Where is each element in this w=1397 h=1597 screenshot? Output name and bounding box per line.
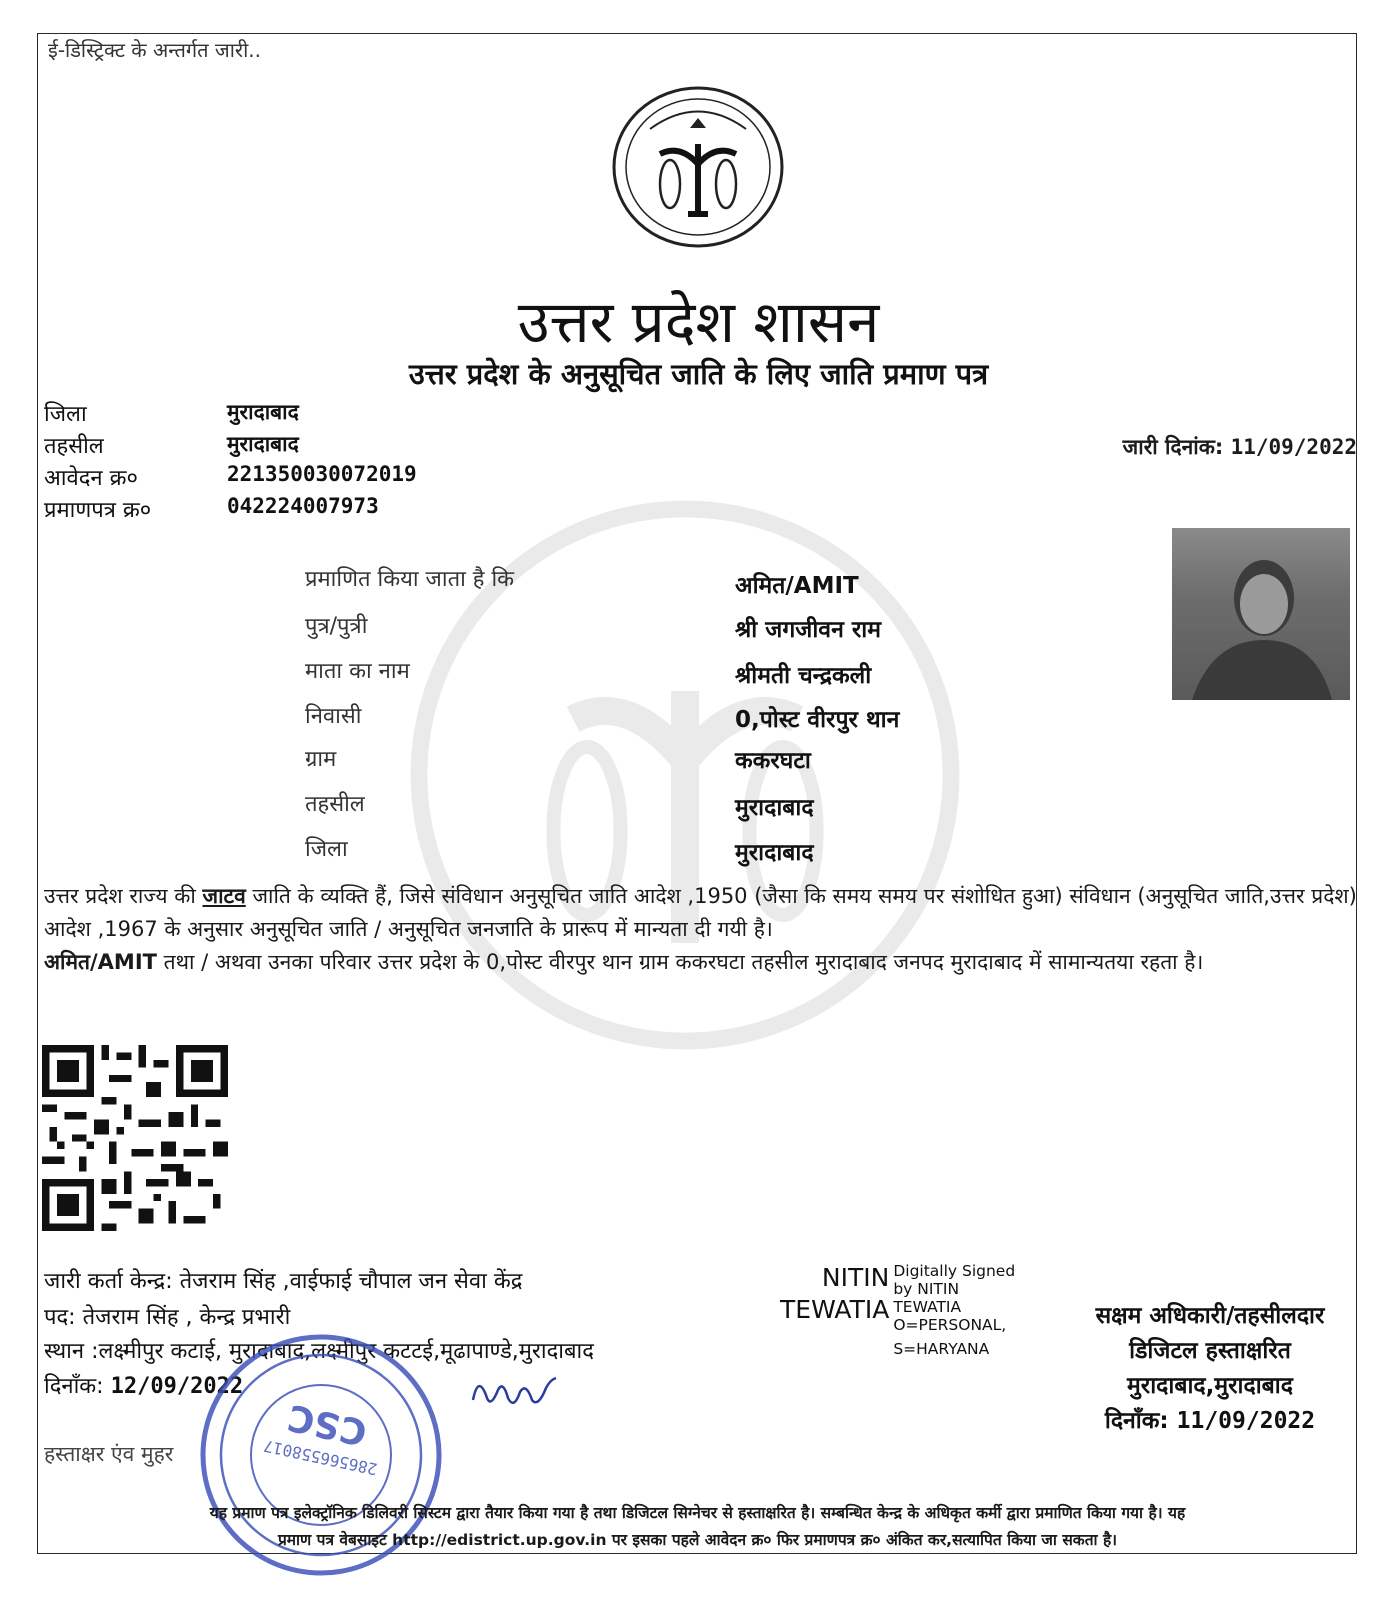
issue-date-label: जारी दिनांक: bbox=[1122, 435, 1224, 459]
statement-applicant-name: अमित/AMIT bbox=[44, 950, 157, 974]
government-title: उत्तर प्रदेश शासन bbox=[517, 288, 880, 356]
applicant-photo bbox=[1172, 528, 1350, 700]
issuer-post: पद: तेजराम सिंह , केन्द्र प्रभारी bbox=[44, 1305, 291, 1330]
verification-qr-code bbox=[42, 1045, 228, 1231]
footer-note-line1: यह प्रमाण पत्र इलेक्ट्रॉनिक डिलिवरी सिस्टम द्वारा तैयार किया गया है तथा डिजिटल सिग्नेचर से हस्ताक्षरित है। सम्बन्धित केन्द्र के अधिकृत कर्मी द्वारा प्रमाणित किया गया है। यह bbox=[209, 1504, 1186, 1522]
issuer-date-label: दिनाँक: bbox=[44, 1374, 104, 1399]
statement-part: उत्तर प्रदेश राज्य की bbox=[44, 884, 203, 908]
certification-statement bbox=[44, 880, 1359, 979]
detail-value-mother: श्रीमती चन्द्रकली bbox=[735, 663, 872, 689]
caste-name: जाटव bbox=[202, 884, 246, 908]
issuer-date-value: 12/09/2022 bbox=[110, 1374, 244, 1399]
detail-label-son-daughter: पुत्र/पुत्री bbox=[305, 614, 368, 639]
digital-signature-block bbox=[780, 1262, 1015, 1364]
issued-under-note: ई-डिस्ट्रिक्ट के अन्तर्गत जारी.. bbox=[48, 38, 261, 62]
dsig-line: by NITIN bbox=[893, 1280, 960, 1298]
detail-value-district: मुरादाबाद bbox=[735, 840, 814, 866]
authority-date-value: 11/09/2022 bbox=[1176, 1408, 1316, 1434]
detail-label-village: ग्राम bbox=[305, 747, 337, 772]
issue-date-value: 11/09/2022 bbox=[1230, 435, 1357, 459]
dsig-line: S=HARYANA bbox=[893, 1340, 990, 1358]
meta-value-district: मुरादाबाद bbox=[227, 400, 299, 424]
handwritten-signature bbox=[468, 1370, 568, 1420]
meta-label-tehsil: तहसील bbox=[44, 434, 104, 459]
meta-label-application-no: आवेदन क्र० bbox=[44, 466, 138, 491]
statement-residence: तथा / अथवा उनका परिवार उत्तर प्रदेश के 0,पोस्ट वीरपुर थान ग्राम ककरघटा तहसील मुरादाबाद जनपद मुरादाबाद में सामान्यतया रहता है। bbox=[156, 950, 1204, 974]
up-government-emblem bbox=[610, 84, 786, 250]
detail-label-tehsil: तहसील bbox=[305, 792, 365, 817]
detail-value-father: श्री जगजीवन राम bbox=[735, 617, 881, 643]
statement-part: जाति के व्यक्ति हैं, जिसे संविधान अनुसूचित जाति आदेश ,1950 (जैसा कि समय समय पर संशोधित हुआ) संविधान (अनुसूचित जाति,उत्तर प्रदेश) आदेश ,1967 के अनुसार अनुसूचित जाति / अनुसूचित जनजाति के प्रारूप में मान्यता दी गयी है। bbox=[44, 884, 1357, 941]
certificate-title: उत्तर प्रदेश के अनुसूचित जाति के लिए जाति प्रमाण पत्र bbox=[408, 357, 989, 391]
issue-date bbox=[1123, 433, 1357, 461]
detail-value-name: अमित/AMIT bbox=[735, 573, 859, 599]
meta-value-tehsil: मुरादाबाद bbox=[227, 432, 299, 456]
dsig-line: TEWATIA bbox=[893, 1298, 962, 1316]
authority-date bbox=[1060, 1403, 1360, 1435]
detail-label-resident: निवासी bbox=[305, 704, 362, 729]
issuing-center: जारी कर्ता केन्द्र: तेजराम सिंह ,वाईफाई चौपाल जन सेवा केंद्र bbox=[44, 1269, 523, 1294]
stamp-number: 286566558017 bbox=[261, 1436, 379, 1479]
meta-value-application-no: 221350030072019 bbox=[227, 462, 417, 486]
dsig-line: O=PERSONAL, bbox=[893, 1316, 1007, 1334]
digital-signature-details bbox=[893, 1262, 1015, 1364]
detail-label-mother: माता का नाम bbox=[305, 659, 410, 684]
detail-label-district: जिला bbox=[305, 837, 348, 862]
dsig-line: Digitally Signed bbox=[893, 1262, 1016, 1280]
signer-last-name: TEWATIA bbox=[780, 1295, 890, 1324]
meta-value-certificate-no: 042224007973 bbox=[227, 494, 379, 518]
issuer-place: स्थान :लक्ष्मीपुर कटाई, मुरादाबाद,लक्ष्मीपुर कटटई,मूढापाण्डे,मुरादाबाद bbox=[44, 1339, 594, 1364]
footer-note-line2: प्रमाण पत्र वेबसाइट http://edistrict.up.gov.in पर इसका पहले आवेदन क्र० फिर प्रमाणपत्र क्र० अंकित कर,सत्यापित किया जा सकता है। bbox=[277, 1531, 1118, 1549]
detail-value-resident: 0,पोस्ट वीरपुर थान bbox=[735, 707, 900, 733]
signature-seal-label: हस्ताक्षर एंव मुहर bbox=[44, 1442, 174, 1466]
authority-designation: सक्षम अधिकारी/तहसीलदार bbox=[1095, 1303, 1325, 1329]
meta-label-certificate-no: प्रमाणपत्र क्र० bbox=[44, 498, 152, 523]
stamp-csc-text: CSC bbox=[284, 1395, 371, 1453]
meta-label-district: जिला bbox=[44, 402, 87, 427]
detail-value-tehsil: मुरादाबाद bbox=[735, 795, 814, 821]
authority-digitally-signed: डिजिटल हस्ताक्षरित bbox=[1129, 1338, 1291, 1364]
digital-signer-name bbox=[780, 1262, 889, 1326]
detail-label-certified: प्रमाणित किया जाता है कि bbox=[305, 567, 515, 592]
authority-date-label: दिनाँक: bbox=[1104, 1408, 1169, 1434]
authority-location: मुरादाबाद,मुरादाबाद bbox=[1127, 1373, 1293, 1399]
signer-first-name: NITIN bbox=[821, 1263, 890, 1292]
detail-value-village: ककरघटा bbox=[735, 748, 811, 774]
